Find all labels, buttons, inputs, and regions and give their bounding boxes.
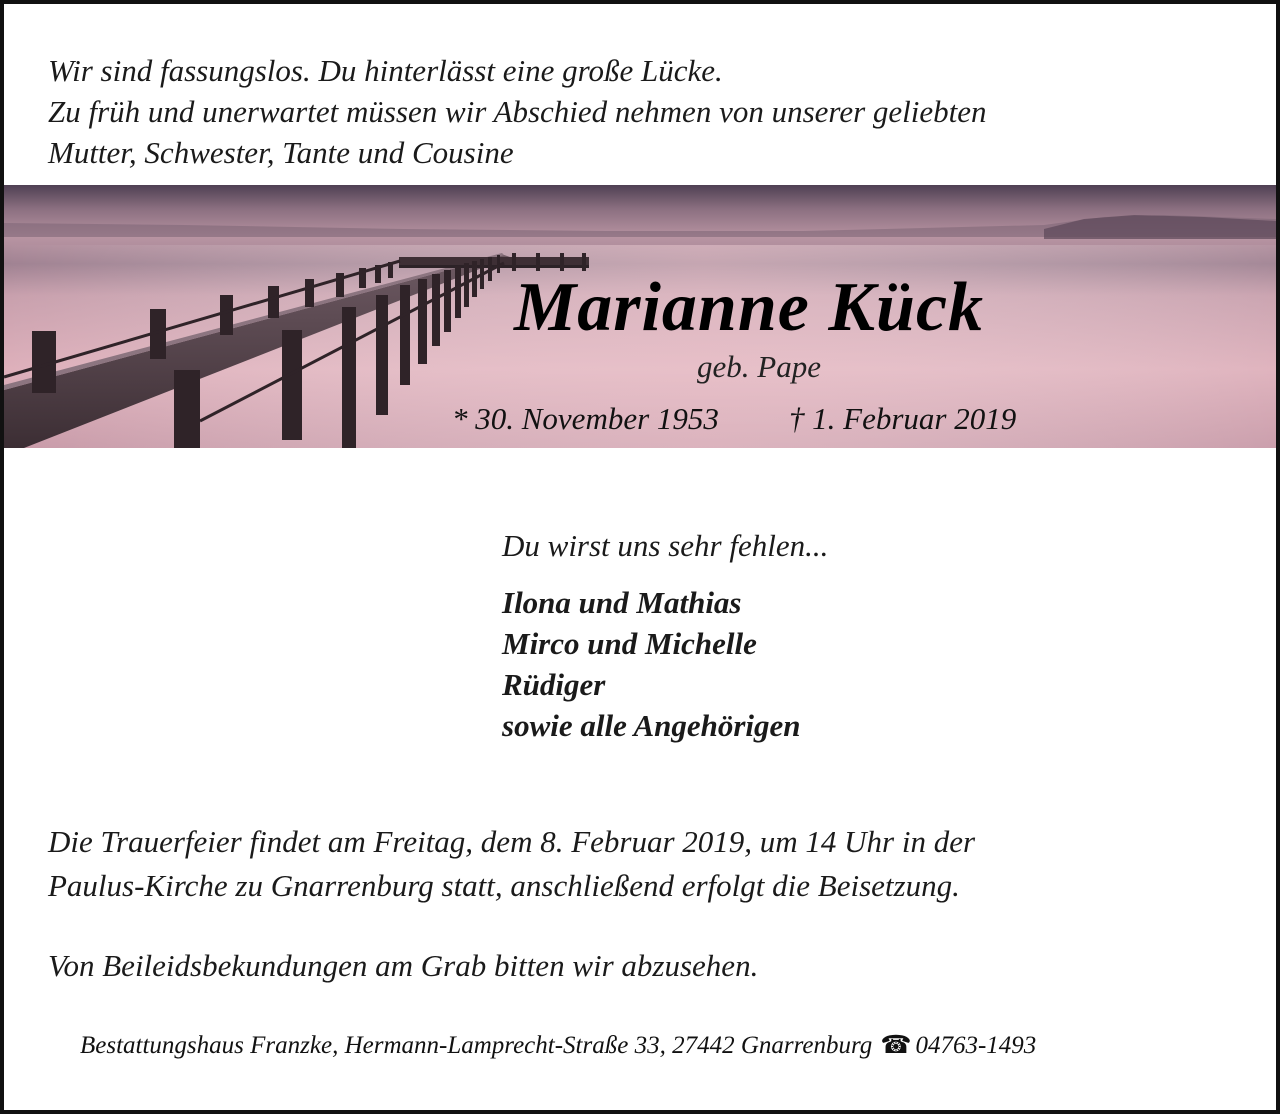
birth-date: * 30. November 1953	[452, 401, 719, 436]
service-line: Die Trauerfeier findet am Freitag, dem 8. Februar 2019, um 14 Uhr in der	[48, 824, 976, 859]
maiden-name: geb. Pape	[697, 349, 821, 384]
telephone-icon: ☎	[880, 1032, 912, 1059]
funeral-home-phone: 04763-1493	[915, 1032, 1037, 1059]
death-date: † 1. Februar 2019	[788, 401, 1017, 436]
service-info	[48, 820, 975, 908]
intro-line: Mutter, Schwester, Tante und Cousine	[48, 135, 514, 170]
mourner-entry: Ilona und Mathias	[502, 585, 742, 620]
mourner-entry: Mirco und Michelle	[502, 626, 757, 661]
funeral-home-address: Bestattungshaus Franzke, Hermann-Lamprecht-Straße 33, 27442 Gnarrenburg	[80, 1032, 873, 1059]
intro-line: Zu früh und unerwartet müssen wir Abschied nehmen von unserer geliebten	[48, 94, 987, 129]
deceased-name: Marianne Kück	[514, 269, 985, 346]
service-line: Paulus-Kirche zu Gnarrenburg statt, anschließend erfolgt die Beisetzung.	[48, 868, 960, 903]
life-dates	[452, 401, 1016, 437]
funeral-home-footer	[80, 1030, 1036, 1060]
mourner-entry: sowie alle Angehörigen	[502, 708, 801, 743]
intro-line: Wir sind fassungslos. Du hinterlässt eine große Lücke.	[48, 53, 723, 88]
mourners-list	[502, 582, 801, 746]
closing-phrase: Du wirst uns sehr fehlen...	[502, 528, 829, 563]
intro-text	[48, 50, 987, 173]
condolence-note: Von Beileidsbekundungen am Grab bitten wir abzusehen.	[48, 948, 759, 983]
mourner-entry: Rüdiger	[502, 667, 606, 702]
